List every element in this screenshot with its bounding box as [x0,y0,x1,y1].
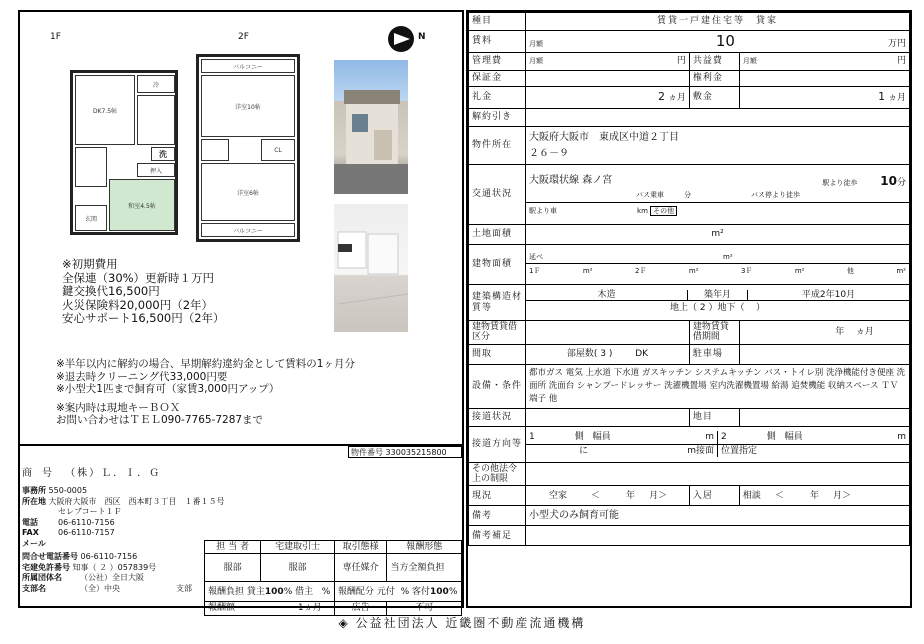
floorplan-2f [196,54,300,242]
exterior-photo [334,60,408,194]
floor-1f-label: 1F [50,32,61,42]
costs-title: ※初期費用 [62,257,118,271]
room-balcony-top: バルコニー [201,59,295,73]
property-number: 物件番号 330035215800 [348,446,462,458]
reikin: 2 ヵ月 [526,87,690,109]
management-fee: 月額 円 [526,53,690,71]
floor-2f-label: 2F [238,32,249,42]
property-type: 賃貸一戸建住宅等 貸家 [526,13,910,31]
cost-line: 鍵交換代16,500円 [62,284,160,298]
footer [0,614,924,631]
room-hall [201,139,229,161]
cost-line: 火災保険料20,000円（2年） [62,297,214,312]
room-oshiire: 押入 [137,163,175,177]
initial-costs [62,258,225,326]
tantou: 服部 [205,554,261,582]
company-row: 商 号 （株）Ｌ．Ｉ．Ｇ [22,468,162,479]
floorplan-1f [70,70,178,235]
lease-period: 年 ヵ月 [739,321,909,345]
left-panel: 1F 2F N DK7.5帖 冷 洗 押入 和室4.5帖 玄関 バルコニー 洋室10帖 CL 洋室6帖 バルコニー ※初期費用 全保連（30%）更新時１万円 鍵交換代16,500円 火災保険料20,000円（2年） 安心サポート16,500円（2年） ※半年以内に解約の場合、早期解約違約金として賃料の1ヶ月分 ※退去時クリーニング代33,000円要 ※小型犬1匹まで飼育可（家賃3,000円アップ） ※案内時は現地キーＢＯＸ お問い合わせはＴＥＬ090-7765-7287まで 物件番号 330035215800 商 号 （株）Ｌ．Ｉ．Ｇ 事務所 550-0005 所在地 大阪府大阪市 西区 西本町３丁目 １番１５号 セレブコート１Ｆ 電話 06-6110-7156 FAX 06-6110-7157 メール 問合せ電話番号 06-6110-7156 宅建免許番号 知事（ ２ ）057839号 所属団体名 （公社）全日大阪 支部名 （全）中央 支部 担 当 者 宅建取引士 取引態様 報酬形態 服部 服部 専任媒介 当方全額負担 報酬負担 貸主100% 借主 % 報酬配分 元付 % 客付100% 報酬額 1ヵ月 広告 不可 [18,10,464,608]
room-yoshitsu-6: 洋室6帖 [201,163,295,221]
room-dk: DK7.5帖 [75,75,135,145]
room-yoshitsu-10: 洋室10帖 [201,75,295,137]
fee-burden: 報酬負担 貸主100% 借主 % [205,582,335,602]
shikikin: 1 ヵ月 [739,87,909,109]
notes [56,358,355,427]
room-washitsu: 和室4.5帖 [109,179,175,231]
property-table: 種目 賃貸一戸建住宅等 貸家 賃料 月額 10 万円 管理費 月額 円 共益費 月額 円 保証金 権利金 礼金 2 ヵ月 敷金 1 ヵ月 解約引き 物件所在 大阪府大阪市 東成区中道２丁目 ２６－９ 交通状況 大阪環状線 森ノ宮 駅より徒歩 10分 バス乗車 分 バス停より徒歩 駅より車 km その他 土地面積 m² 建物面積 延べ m² 1Ｆ m² 2Ｆ m² 3Ｆ m² 他 m² 建築構造材質等 木造 築年月 平成2年10月 地上（ 2 ）地下（ ） 建物賃貸借区分 建物賃貸借期間 年 ヵ月 間取 部屋数( 3 ) DK 駐車場 設備・条件 都市ガス 電気 上水道 下水道 ガスキッチン システムキッチン バス・トイレ別 洗浄機能付き便座 洗面所 洗面台 シャンプードレッサー 洗濯機置場 室内洗濯機置場 給湯 追焚機能 収納スペース ＴＶ端子 他 接道状況 地目 接道方向等 1 側 幅員 m 2 側 幅員 m に m接面 位置指定 その他法令上の制限 現況 空家 ＜ 年 月＞ 入居 相談 ＜ 年 月＞ 備考 小型犬のみ飼育可能 備考補足 [468,12,910,546]
note-line: ※半年以内に解約の場合、早期解約違約金として賃料の1ヶ月分 [56,358,355,370]
status: 空家 ＜ 年 月＞ [526,486,690,506]
room-bath [137,95,175,145]
torihiki: 服部 [261,554,335,582]
common-fee: 月額 円 [739,53,909,71]
fee-split: 報酬配分 元付 % 客付100% [334,582,461,602]
remarks: 小型犬のみ飼育可能 [526,506,910,526]
houshuu: 当方全額負担 [387,554,462,582]
location: 大阪府大阪市 東成区中道２丁目 ２６－９ [526,127,910,165]
agent-block [20,444,462,614]
cost-line: 安心サポート16,500円（2年） [62,311,225,325]
compass-icon [388,26,414,52]
logo-icon: ◈ [338,616,350,630]
equipment: 都市ガス 電気 上水道 下水道 ガスキッチン システムキッチン バス・トイレ別 洗浄機能付き便座 洗面所 洗面台 シャンプードレッサー 洗濯機置場 室内洗濯機置場 給湯 追焚機能 収納スペース ＴＶ端子 他 [526,364,910,408]
room-closet: CL [261,139,295,161]
room-balcony-bottom: バルコニー [201,223,295,237]
structure: 木造 築年月 平成2年10月 地上（ 2 ）地下（ ） [526,285,910,321]
company-name: （株）Ｌ．Ｉ．Ｇ [65,468,162,479]
cost-line: 全保連（30%）更新時１万円 [62,270,215,285]
note-line: ※退去時クリーニング代33,000円要 [56,370,228,383]
note-line: お問い合わせはＴＥＬ090-7765-7287まで [56,414,264,426]
room-genkan: 玄関 [75,205,107,231]
fee-amount: 報酬額 1ヵ月 [205,602,335,615]
room-fridge: 冷 [137,75,175,93]
agent-info: 事務所 550-0005 所在地 大阪府大阪市 西区 西本町３丁目 １番１５号 セレブコート１Ｆ 電話 06-6110-7156 FAX 06-6110-7157 メール 問合せ電話番号 06-6110-7156 宅建免許番号 知事（ ２ ）057839号 所属団体名 （公社）全日大阪 支部名 （全）中央 支部 [22,486,225,593]
advertising: 不可 [387,602,462,615]
note-line: ※案内時は現地キーＢＯＸ [56,401,181,414]
road-direction: 1 側 幅員 m 2 側 幅員 m に m接面 位置指定 [526,426,910,462]
right-panel [466,10,912,608]
building-area: 延べ m² 1Ｆ m² 2Ｆ m² 3Ｆ m² 他 m² [526,245,910,285]
taiyou: 専任媒介 [334,554,387,582]
room-wash: 洗 [151,147,175,161]
agent-table: 担 当 者 宅建取引士 取引態様 報酬形態 服部 服部 専任媒介 当方全額負担 報酬負担 貸主100% 借主 % 報酬配分 元付 % 客付100% 報酬額 1ヵ月 広告 不可 [204,540,462,616]
interior-photo [334,204,408,332]
transport: 大阪環状線 森ノ宮 駅より徒歩 10分 バス乗車 分 バス停より徒歩 駅より車 km その他 [526,165,910,225]
layout: 部屋数( 3 ) DK [526,344,690,364]
note-line: ※小型犬1匹まで飼育可（家賃3,000円アップ） [56,383,280,395]
rent: 月額 10 万円 [526,31,910,53]
room-stairs [75,147,107,187]
footer-org: 公益社団法人 近畿圏不動産流通機構 [355,616,586,630]
move-in: 相談 ＜ 年 月＞ [739,486,909,506]
